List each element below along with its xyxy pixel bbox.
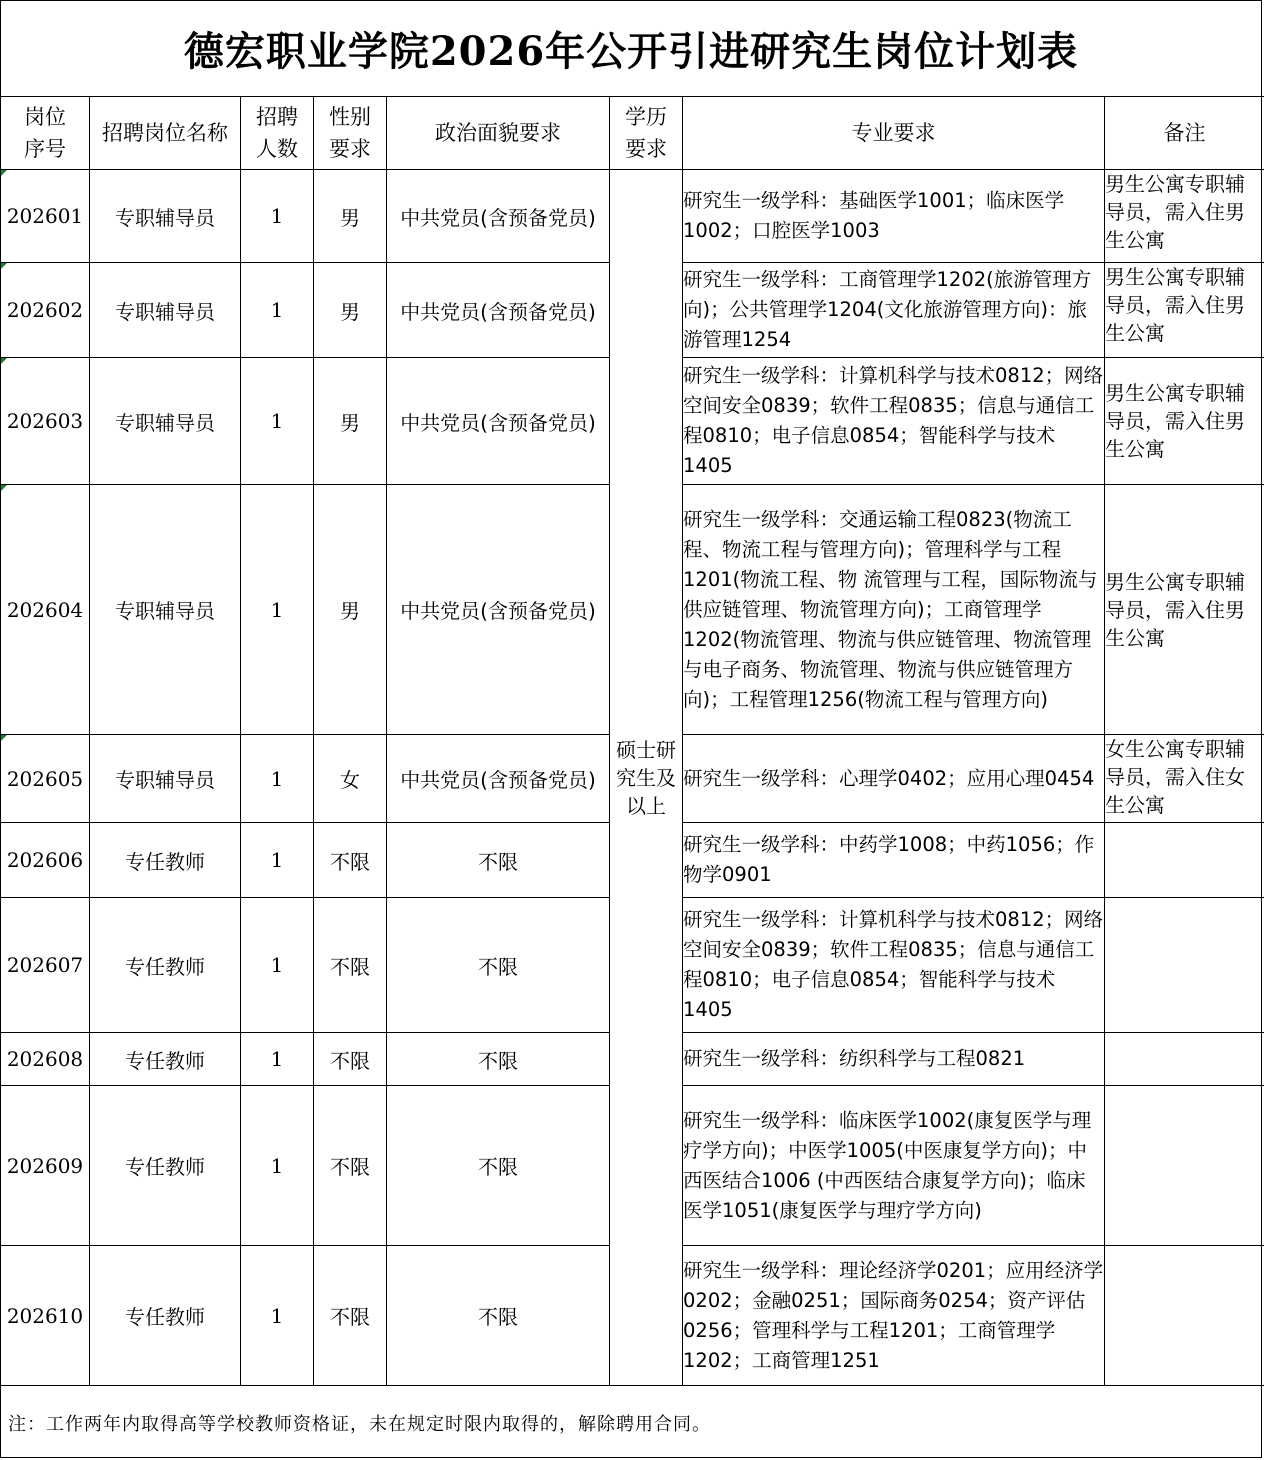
cell-count: 1 [241, 358, 314, 485]
cell-remark: 男生公寓专职辅导员，需入住男生公寓 [1105, 358, 1264, 485]
cell-count: 1 [241, 170, 314, 263]
cell-name: 专职辅导员 [90, 735, 241, 823]
cell-id: 202604 [1, 485, 90, 735]
header-row [1, 97, 1264, 170]
cell-gender: 男 [314, 263, 387, 358]
cell-remark [1105, 898, 1264, 1033]
cell-id: 202607 [1, 898, 90, 1033]
header-remark: 备注 [1105, 97, 1264, 170]
header-count: 招聘 人数 [241, 97, 314, 170]
cell-political: 中共党员(含预备党员) [387, 735, 610, 823]
cell-name: 专职辅导员 [90, 263, 241, 358]
cell-major: 研究生一级学科：中药学1008；中药1056；作物学0901 [683, 823, 1105, 898]
cell-name: 专职辅导员 [90, 485, 241, 735]
cell-political: 不限 [387, 1246, 610, 1386]
page-title: 德宏职业学院2026年公开引进研究生岗位计划表 [183, 27, 1079, 75]
cell-remark [1105, 823, 1264, 898]
position-plan-table [0, 96, 1264, 1386]
cell-major: 研究生一级学科：计算机科学与技术0812；网络空间安全0839；软件工程0835；信息与通信工程0810；电子信息0854；智能科学与技术1405 [683, 358, 1105, 485]
cell-name: 专任教师 [90, 898, 241, 1033]
cell-major: 研究生一级学科：心理学0402；应用心理0454 [683, 735, 1105, 823]
comment-marker-icon [1, 485, 7, 491]
cell-gender: 不限 [314, 1086, 387, 1246]
cell-gender: 不限 [314, 1246, 387, 1386]
cell-education: 硕士研 究生及 以上 [610, 170, 683, 1386]
cell-remark [1105, 1246, 1264, 1386]
cell-id: 202603 [1, 358, 90, 485]
cell-id: 202605 [1, 735, 90, 823]
cell-major: 研究生一级学科：临床医学1002(康复医学与理疗学方向)；中医学1005(中医康复学方向)；中西医结合1006 (中西医结合康复学方向)；临床医学1051(康复医学与理疗学方向) [683, 1086, 1105, 1246]
cell-political: 不限 [387, 898, 610, 1033]
cell-remark [1105, 1033, 1264, 1086]
cell-id: 202608 [1, 1033, 90, 1086]
cell-count: 1 [241, 1086, 314, 1246]
cell-count: 1 [241, 263, 314, 358]
header-gender: 性别 要求 [314, 97, 387, 170]
footnote: 注：工作两年内取得高等学校教师资格证，未在规定时限内取得的，解除聘用合同。 [8, 1414, 711, 1435]
cell-gender: 女 [314, 735, 387, 823]
cell-political: 不限 [387, 1033, 610, 1086]
cell-count: 1 [241, 735, 314, 823]
cell-id: 202602 [1, 263, 90, 358]
cell-political: 中共党员(含预备党员) [387, 170, 610, 263]
cell-political: 不限 [387, 823, 610, 898]
header-name: 招聘岗位名称 [90, 97, 241, 170]
cell-gender: 男 [314, 485, 387, 735]
cell-count: 1 [241, 1246, 314, 1386]
cell-remark: 男生公寓专职辅导员，需入住男生公寓 [1105, 263, 1264, 358]
cell-remark: 男生公寓专职辅导员，需入住男生公寓 [1105, 170, 1264, 263]
header-education: 学历 要求 [610, 97, 683, 170]
cell-count: 1 [241, 823, 314, 898]
cell-name: 专职辅导员 [90, 170, 241, 263]
cell-name: 专任教师 [90, 1246, 241, 1386]
cell-name: 专任教师 [90, 1086, 241, 1246]
cell-major: 研究生一级学科：理论经济学0201；应用经济学0202；金融0251；国际商务0254；资产评估0256；管理科学与工程1201；工商管理学1202；工商管理1251 [683, 1246, 1105, 1386]
cell-remark [1105, 1086, 1264, 1246]
header-major: 专业要求 [683, 97, 1105, 170]
cell-name: 专职辅导员 [90, 358, 241, 485]
cell-gender: 不限 [314, 898, 387, 1033]
cell-political: 中共党员(含预备党员) [387, 358, 610, 485]
cell-political: 不限 [387, 1086, 610, 1246]
cell-gender: 男 [314, 358, 387, 485]
header-political: 政治面貌要求 [387, 97, 610, 170]
header-id: 岗位 序号 [1, 97, 90, 170]
cell-remark: 女生公寓专职辅导员，需入住女生公寓 [1105, 735, 1264, 823]
cell-major: 研究生一级学科：基础医学1001；临床医学1002；口腔医学1003 [683, 170, 1105, 263]
comment-marker-icon [1, 263, 7, 269]
cell-gender: 男 [314, 170, 387, 263]
cell-name: 专任教师 [90, 1033, 241, 1086]
cell-id: 202601 [1, 170, 90, 263]
comment-marker-icon [1, 735, 7, 741]
cell-count: 1 [241, 898, 314, 1033]
table-row [1, 170, 1264, 263]
cell-gender: 不限 [314, 1033, 387, 1086]
comment-marker-icon [1, 170, 7, 176]
cell-count: 1 [241, 485, 314, 735]
cell-gender: 不限 [314, 823, 387, 898]
cell-id: 202609 [1, 1086, 90, 1246]
cell-major: 研究生一级学科：纺织科学与工程0821 [683, 1033, 1105, 1086]
cell-id: 202610 [1, 1246, 90, 1386]
cell-political: 中共党员(含预备党员) [387, 263, 610, 358]
cell-major: 研究生一级学科：交通运输工程0823(物流工程、物流工程与管理方向)；管理科学与工程1201(物流工程、物 流管理与工程，国际物流与供应链管理、物流管理方向)；工商管理学1202(物流管理、物流与供应链管理、物流管理与电子商务、物流管理、物流与供应链管理方向)；工程管理1256(物流工程与管理方向) [683, 485, 1105, 735]
cell-id: 202606 [1, 823, 90, 898]
cell-political: 中共党员(含预备党员) [387, 485, 610, 735]
cell-remark: 男生公寓专职辅导员，需入住男生公寓 [1105, 485, 1264, 735]
comment-marker-icon [1, 358, 7, 364]
cell-major: 研究生一级学科：工商管理学1202(旅游管理方向)；公共管理学1204(文化旅游管理方向)：旅游管理1254 [683, 263, 1105, 358]
cell-count: 1 [241, 1033, 314, 1086]
cell-name: 专任教师 [90, 823, 241, 898]
cell-major: 研究生一级学科：计算机科学与技术0812；网络空间安全0839；软件工程0835；信息与通信工程0810；电子信息0854；智能科学与技术1405 [683, 898, 1105, 1033]
